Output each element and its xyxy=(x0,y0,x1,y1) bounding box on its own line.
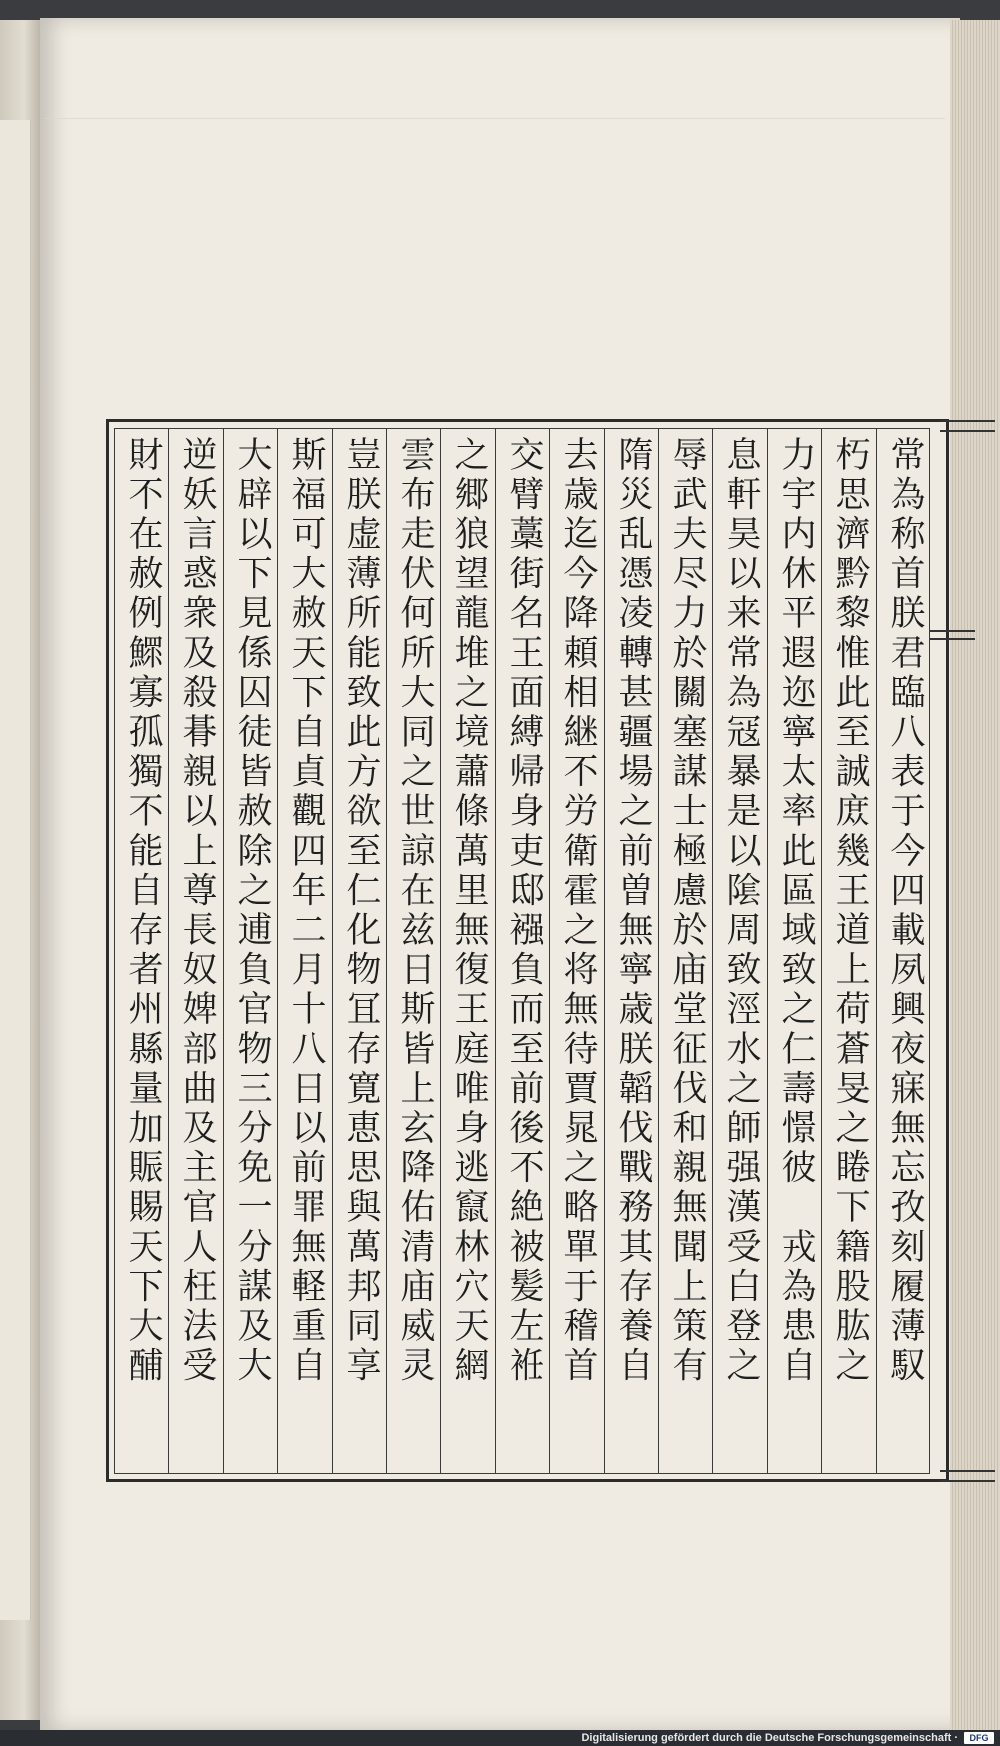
text-column: 去歳迄今降頼相継不労衛霍之将無待賈晁之略單于稽首 xyxy=(558,436,598,1387)
text-column: 大辟以下見係囚徒皆赦除之逋負官物三分免一分謀及大 xyxy=(232,436,272,1387)
left-page-strip xyxy=(0,120,31,1620)
frame-tab-top xyxy=(940,420,995,432)
text-column: 常為称首朕君臨八表于今四載夙興夜寐無忘孜刻履薄馭 xyxy=(885,436,925,1387)
text-column: 雲布走伏何所大同之世諒在兹日斯皆上玄降佑清庙威灵 xyxy=(395,436,435,1387)
dfg-logo: DFG xyxy=(964,1732,994,1744)
frame-tab-bottom xyxy=(940,1470,995,1482)
text-column: 辱武夫尽力於關塞謀士極慮於庙堂征伐和親無聞上策有 xyxy=(667,436,707,1387)
text-column: 之郷狼望龍堆之境蕭條萬里無復王庭唯身逃竄林穴天網 xyxy=(449,436,489,1387)
page-paste-line xyxy=(45,118,945,125)
text-column: 朽思濟黔黎惟此至誠庻幾王道上荷蒼旻之睠下籍股肱之 xyxy=(830,436,870,1387)
text-column: 逆妖言惑衆及殺朞親以上尊長奴婢部曲及主官人枉法受 xyxy=(177,436,217,1387)
text-column: 斯福可大赦天下自貞觀四年二月十八日以前罪無軽重自 xyxy=(286,436,326,1387)
digitization-credit: Digitalisierung gefördert durch die Deutsche Forschungsgemeinschaft · xyxy=(581,1732,958,1744)
text-column: 息軒昊以来常為冦暴是以隂周致涇水之師强漢受白登之 xyxy=(721,436,761,1387)
text-column: 交臂藁街名王面縛帰身吏邸襁負而至前後不絶被髪左袵 xyxy=(504,436,544,1387)
text-column: 豈朕虚薄所能致此方欲至仁化物冝存寛恵思與萬邦同享 xyxy=(341,436,381,1387)
text-column: 財不在赦例鰥寡孤獨不能自存者州縣量加賑賜天下大酺 xyxy=(123,436,163,1387)
text-column: 力宇内休平遐迩寧太率此區域致之仁壽憬彼 戎為患自 xyxy=(776,436,816,1387)
frame-tab-middle xyxy=(930,630,975,640)
text-column: 隋災乱憑凌轉甚疆場之前曽無寧歳朕韜伐戰務其存養自 xyxy=(613,436,653,1387)
